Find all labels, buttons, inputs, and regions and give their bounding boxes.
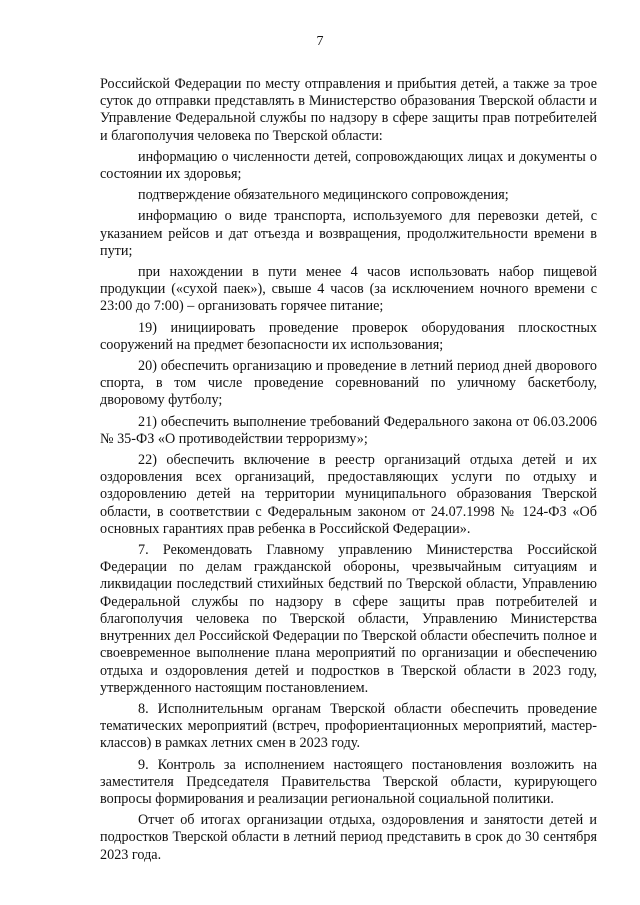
paragraph-item-19: 19) инициировать проведение проверок оборудования плоскостных сооружений на предмет безопасности их использования; xyxy=(100,319,597,353)
document-body xyxy=(100,76,597,864)
paragraph-item-20: 20) обеспечить организацию и проведение в летний период дней дворового спорта, в том числе проведение соревнований по уличному баскетболу, дворовому футболу; xyxy=(100,358,597,409)
paragraph-item-22: 22) обеспечить включение в реестр организаций отдыха детей и их оздоровления всех организаций, предоставляющих услуги по отдыху и оздоровлению детей на территории муниципального образования Тверской области, в соответствии с Федеральным законом от 24.07.1998 № 124-ФЗ «Об основных гарантиях прав ребенка в Российской Федерации». xyxy=(100,452,597,537)
paragraph-section-7: 7. Рекомендовать Главному управлению Министерства Российской Федерации по делам гражданской обороны, чрезвычайным ситуациям и ликвидации последствий стихийных бедствий по Тверской области, Управлению Федеральной службы по надзору в сфере защиты прав потребителей и благополучия человека по Тверской области, Управлению Министерства внутренних дел Российской Федерации по Тверской области обеспечить полное и своевременное выполнение плана мероприятий по организации и обеспечению отдыха и оздоровления детей и подростков в Тверской области в 2023 году, утвержденного настоящим постановлением. xyxy=(100,542,597,696)
paragraph-medical-escort: подтверждение обязательного медицинского сопровождения; xyxy=(138,187,509,204)
paragraph-continuation: Российской Федерации по месту отправления и прибытия детей, а также за трое суток до отправки представлять в Министерство образования Тверской области и Управление Федеральной службы по надзору в сфере защиты прав потребителей и благополучия человека по Тверской области: xyxy=(100,76,597,144)
paragraph-travel-food: при нахождении в пути менее 4 часов использовать набор пищевой продукции («сухой паек»), свыше 4 часов (за исключением ночного времени с 23:00 до 7:00) – организовать горячее питание; xyxy=(100,264,597,315)
paragraph-report-deadline: Отчет об итогах организации отдыха, оздоровления и занятости детей и подростков Тверской области в летний период представить в срок до 30 сентября 2023 года. xyxy=(100,812,597,863)
paragraph-children-info: информацию о численности детей, сопровождающих лицах и документы о состоянии их здоровья; xyxy=(100,148,597,183)
paragraph-section-8: 8. Исполнительным органам Тверской области обеспечить проведение тематических мероприятий (встреч, профориентационных мероприятий, мастер-классов) в рамках летних смен в 2023 году. xyxy=(100,700,597,752)
paragraph-transport-info: информацию о виде транспорта, используемого для перевозки детей, с указанием рейсов и дат отъезда и возвращения, продолжительности времени в пути; xyxy=(100,208,597,259)
paragraph-item-21: 21) обеспечить выполнение требований Федерального закона от 06.03.2006 № 35-ФЗ «О противодействии терроризму»; xyxy=(100,413,597,447)
paragraph-section-9: 9. Контроль за исполнением настоящего постановления возложить на заместителя Председателя Правительства Тверской области, курирующего вопросы формирования и реализации региональной социальной политики. xyxy=(100,756,597,807)
page-number: 7 xyxy=(316,34,324,49)
